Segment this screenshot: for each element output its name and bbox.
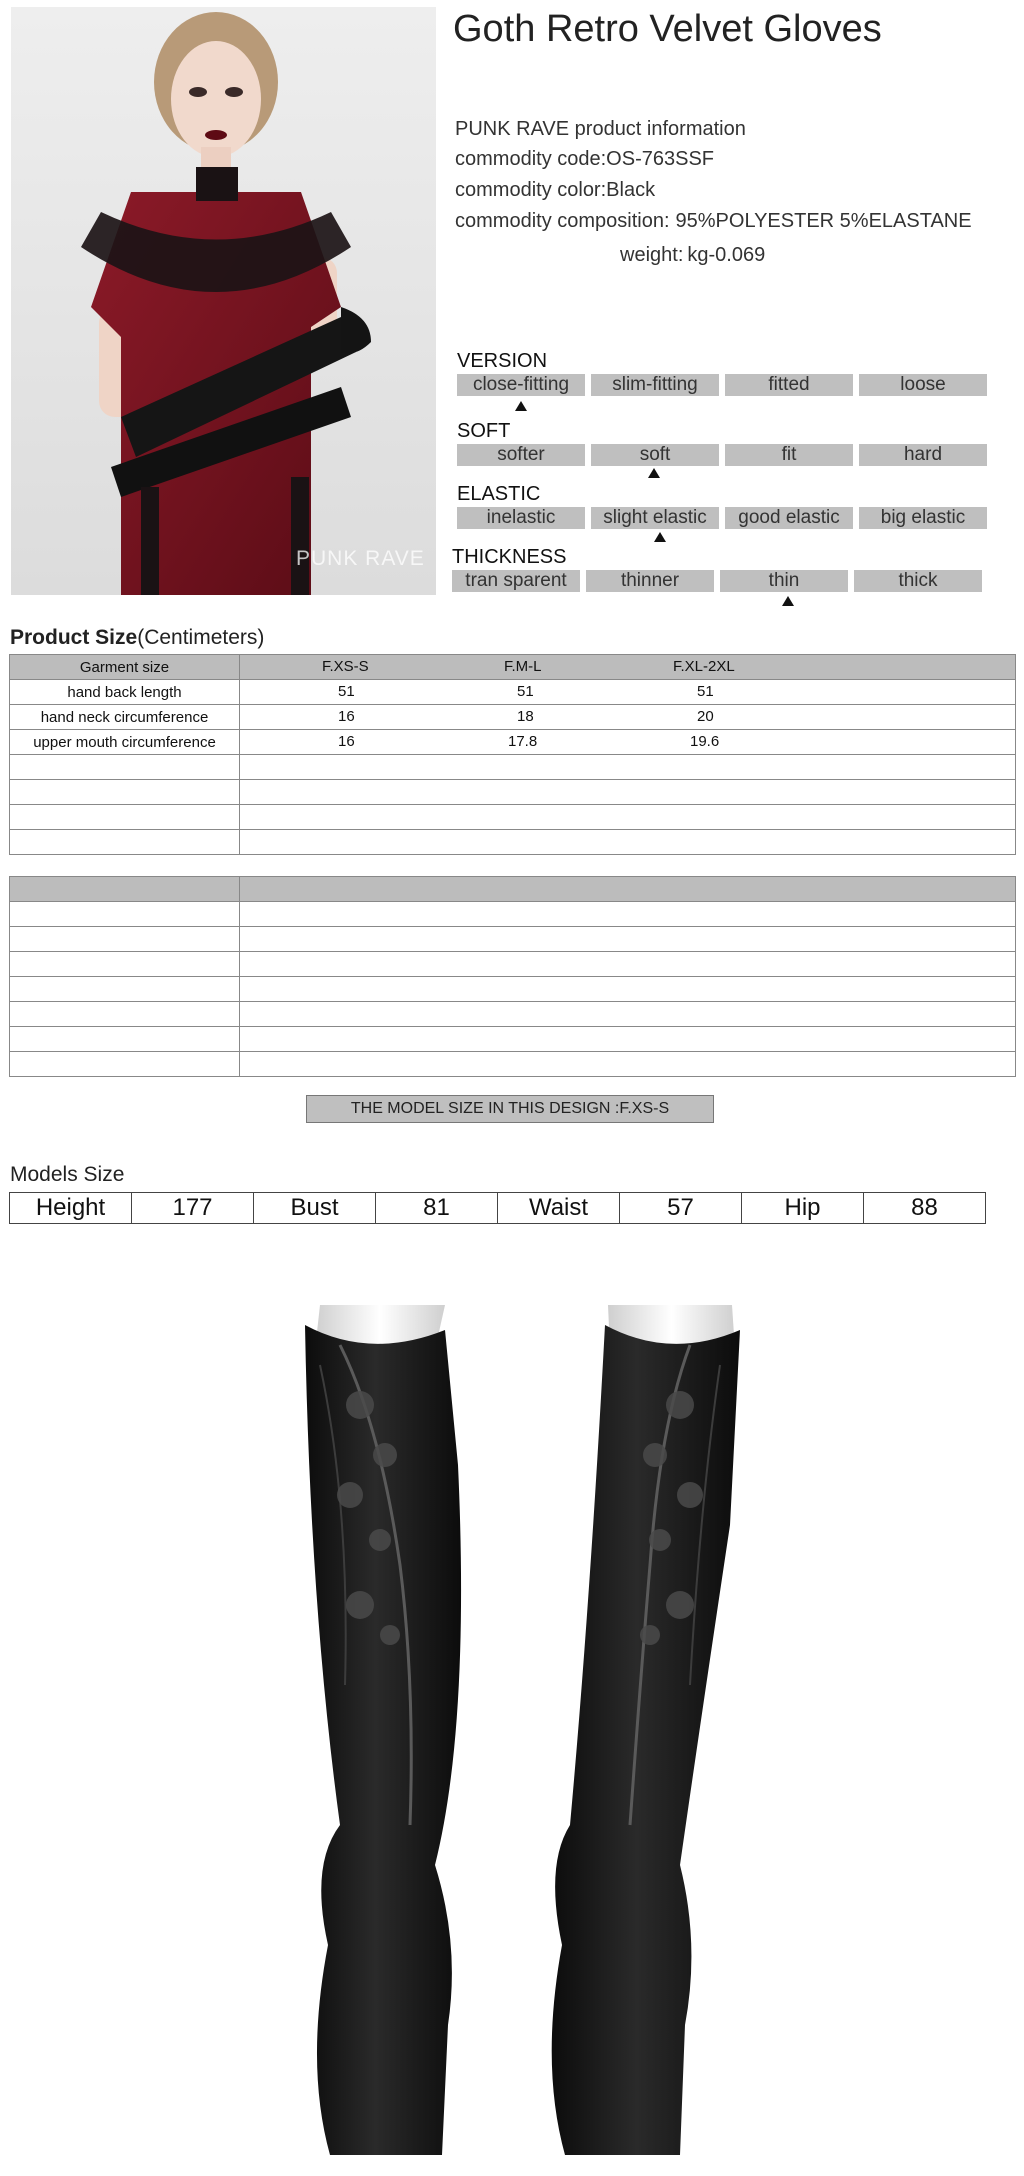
waist-label: Waist [498, 1193, 620, 1224]
waist-value: 57 [620, 1193, 742, 1224]
model-size-note: THE MODEL SIZE IN THIS DESIGN :F.XS-S [306, 1095, 714, 1123]
garment-size-label: Garment size [10, 655, 240, 680]
version-option: loose [859, 374, 987, 396]
hip-label: Hip [742, 1193, 864, 1224]
row-label: upper mouth circumference [10, 730, 240, 755]
models-size-row [10, 1193, 986, 1224]
gloves-product-photo [210, 1305, 770, 2165]
empty-row [10, 805, 1016, 830]
elastic-scale [457, 507, 993, 529]
empty-row [10, 830, 1016, 855]
row-label: hand neck circumference [10, 705, 240, 730]
bust-value: 81 [376, 1193, 498, 1224]
empty-row [10, 1052, 1016, 1077]
version-title: VERSION [457, 350, 548, 372]
empty-row [10, 927, 1016, 952]
elastic-selected-marker [654, 532, 666, 542]
product-size-title: Product Size [10, 626, 138, 649]
empty-header-row [10, 877, 1016, 902]
cell-value: 19.6 [690, 733, 720, 750]
soft-option: softer [457, 444, 585, 466]
thickness-option: thick [854, 570, 982, 592]
height-value: 177 [132, 1193, 254, 1224]
empty-row [10, 780, 1016, 805]
cell-value: 51 [697, 683, 714, 700]
brand-line: PUNK RAVE product information [455, 118, 746, 140]
thickness-option: thin [720, 570, 848, 592]
composition-value: 95%POLYESTER 5%ELASTANE [675, 210, 972, 232]
models-size-heading: Models Size [10, 1163, 125, 1186]
soft-option: soft [591, 444, 719, 466]
elastic-title: ELASTIC [457, 483, 541, 505]
cell-value: 51 [338, 683, 355, 700]
soft-option: fit [725, 444, 853, 466]
gloves-illustration [210, 1305, 770, 2165]
product-size-heading [10, 626, 264, 650]
thickness-selected-marker [782, 596, 794, 606]
elastic-option: big elastic [859, 507, 987, 529]
elastic-option: good elastic [725, 507, 853, 529]
watermark: PUNK RAVE [296, 547, 425, 570]
table-row [10, 705, 1016, 730]
cell-value: 16 [338, 733, 355, 750]
commodity-code-row [455, 148, 714, 171]
cell-value: 18 [517, 708, 534, 725]
cell-value: 17.8 [508, 733, 538, 750]
empty-row [10, 952, 1016, 977]
empty-row [10, 755, 1016, 780]
row-label: hand back length [10, 680, 240, 705]
model-illustration [11, 7, 436, 595]
color-value: Black [606, 179, 656, 201]
thickness-scale [452, 570, 988, 592]
thickness-option: thinner [586, 570, 714, 592]
color-label: commodity color: [455, 179, 607, 201]
elastic-option: inelastic [457, 507, 585, 529]
cell-value: 51 [517, 683, 534, 700]
code-value: OS-763SSF [606, 148, 714, 170]
secondary-size-table [9, 876, 1016, 1077]
empty-row [10, 1002, 1016, 1027]
cell-value: 16 [338, 708, 355, 725]
size-col-header: F.XL-2XL [673, 658, 735, 675]
empty-row [10, 902, 1016, 927]
weight-label: weight: [620, 244, 684, 266]
soft-selected-marker [648, 468, 660, 478]
height-label: Height [10, 1193, 132, 1224]
composition-row [455, 210, 972, 233]
version-selected-marker [515, 401, 527, 411]
weight-row [620, 244, 765, 267]
code-label: commodity code: [455, 148, 607, 170]
soft-option: hard [859, 444, 987, 466]
soft-scale [457, 444, 993, 466]
product-title: Goth Retro Velvet Gloves [453, 8, 882, 50]
commodity-color-row [455, 179, 655, 202]
soft-title: SOFT [457, 420, 511, 442]
models-size-table [9, 1192, 986, 1224]
version-option: slim-fitting [591, 374, 719, 396]
version-option: close-fitting [457, 374, 585, 396]
model-photo [11, 7, 436, 595]
size-col-header: F.XS-S [322, 658, 369, 675]
size-col-header: F.M-L [504, 658, 542, 675]
cell-value: 20 [697, 708, 714, 725]
product-size-table [9, 654, 1016, 855]
empty-row [10, 977, 1016, 1002]
table-header-row [10, 655, 1016, 680]
product-size-unit: (Centimeters) [137, 626, 265, 649]
thickness-option: tran sparent [452, 570, 580, 592]
version-scale [457, 374, 993, 396]
table-row [10, 680, 1016, 705]
thickness-title: THICKNESS [452, 546, 567, 568]
empty-row [10, 1027, 1016, 1052]
weight-value: kg-0.069 [687, 244, 766, 266]
elastic-option: slight elastic [591, 507, 719, 529]
hip-value: 88 [864, 1193, 986, 1224]
composition-label: commodity composition: [455, 210, 670, 232]
bust-label: Bust [254, 1193, 376, 1224]
version-option: fitted [725, 374, 853, 396]
table-row [10, 730, 1016, 755]
